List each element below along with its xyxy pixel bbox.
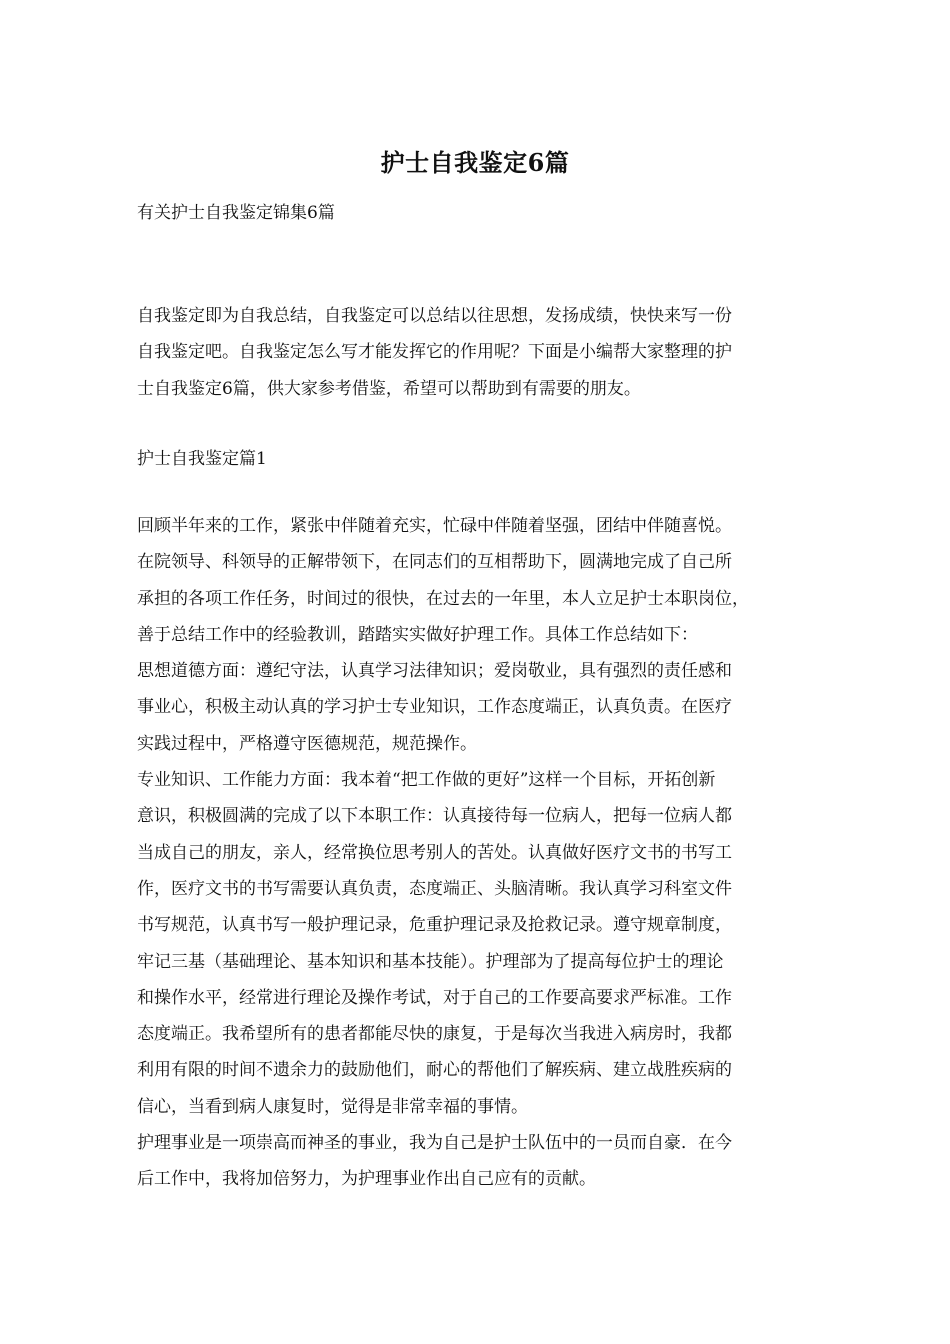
body-line: 后工作中，我将加倍努力，为护理事业作出自己应有的贡献。 — [137, 1169, 596, 1190]
body-line: 信心，当看到病人康复时，觉得是非常幸福的事情。 — [137, 1096, 528, 1117]
section-heading-text: 护士自我鉴定篇1 — [137, 449, 267, 469]
body-line: 承担的各项工作任务，时间过的很快，在过去的一年里，本人立足护士本职岗位， — [137, 588, 749, 609]
body-line: 实践过程中，严格遵守医德规范，规范操作。 — [137, 733, 477, 754]
body-line: 书写规范，认真书写一般护理记录，危重护理记录及抢救记录。遵守规章制度， — [137, 915, 732, 936]
body-line: 护理事业是一项崇高而神圣的事业，我为自己是护士队伍中的一员而自豪．在今 — [137, 1133, 732, 1154]
intro-line: 自我鉴定吧。自我鉴定怎么写才能发挥它的作用呢？下面是小编帮大家整理的护 — [137, 342, 732, 363]
body-line: 思想道德方面：遵纪守法，认真学习法律知识；爱岗敬业，具有强烈的责任感和 — [137, 661, 732, 682]
body-line: 在院领导、科领导的正解带领下，在同志们的互相帮助下，圆满地完成了自己所 — [137, 552, 732, 573]
body-line: 态度端正。我希望所有的患者都能尽快的康复，于是每次当我进入病房时，我都 — [137, 1024, 732, 1045]
body-line: 当成自己的朋友，亲人，经常换位思考别人的苦处。认真做好医疗文书的书写工 — [137, 842, 732, 863]
intro-paragraph — [137, 298, 817, 407]
body-line: 善于总结工作中的经验教训，踏踏实实做好护理工作。具体工作总结如下： — [137, 624, 698, 645]
section-body — [137, 508, 817, 1198]
body-line: 意识，积极圆满的完成了以下本职工作：认真接待每一位病人，把每一位病人都 — [137, 806, 732, 827]
section-heading — [137, 444, 817, 474]
intro-line: 自我鉴定即为自我总结，自我鉴定可以总结以往思想，发扬成绩，快快来写一份 — [137, 306, 732, 326]
document-subtitle: 有关护士自我鉴定锦集6篇 — [137, 203, 335, 223]
body-line: 利用有限的时间不遗余力的鼓励他们，耐心的帮他们了解疾病、建立战胜疾病的 — [137, 1060, 732, 1081]
body-line: 事业心，积极主动认真的学习护士专业知识，工作态度端正，认真负责。在医疗 — [137, 697, 732, 718]
body-line: 回顾半年来的工作，紧张中伴随着充实，忙碌中伴随着坚强，团结中伴随喜悦。 — [137, 516, 732, 536]
body-line: 和操作水平，经常进行理论及操作考试，对于自己的工作要高要求严标准。工作 — [137, 987, 732, 1008]
body-line: 作，医疗文书的书写需要认真负责，态度端正、头脑清晰。我认真学习科室文件 — [137, 878, 732, 899]
body-line: 专业知识、工作能力方面：我本着“把工作做的更好”这样一个目标，开拓创新 — [137, 770, 716, 791]
body-line: 牢记三基（基础理论、基本知识和基本技能）。护理部为了提高每位护士的理论 — [137, 951, 724, 972]
document-title: 护士自我鉴定6篇 — [380, 148, 570, 177]
intro-line: 士自我鉴定6篇，供大家参考借鉴，希望可以帮助到有需要的朋友。 — [137, 378, 641, 399]
